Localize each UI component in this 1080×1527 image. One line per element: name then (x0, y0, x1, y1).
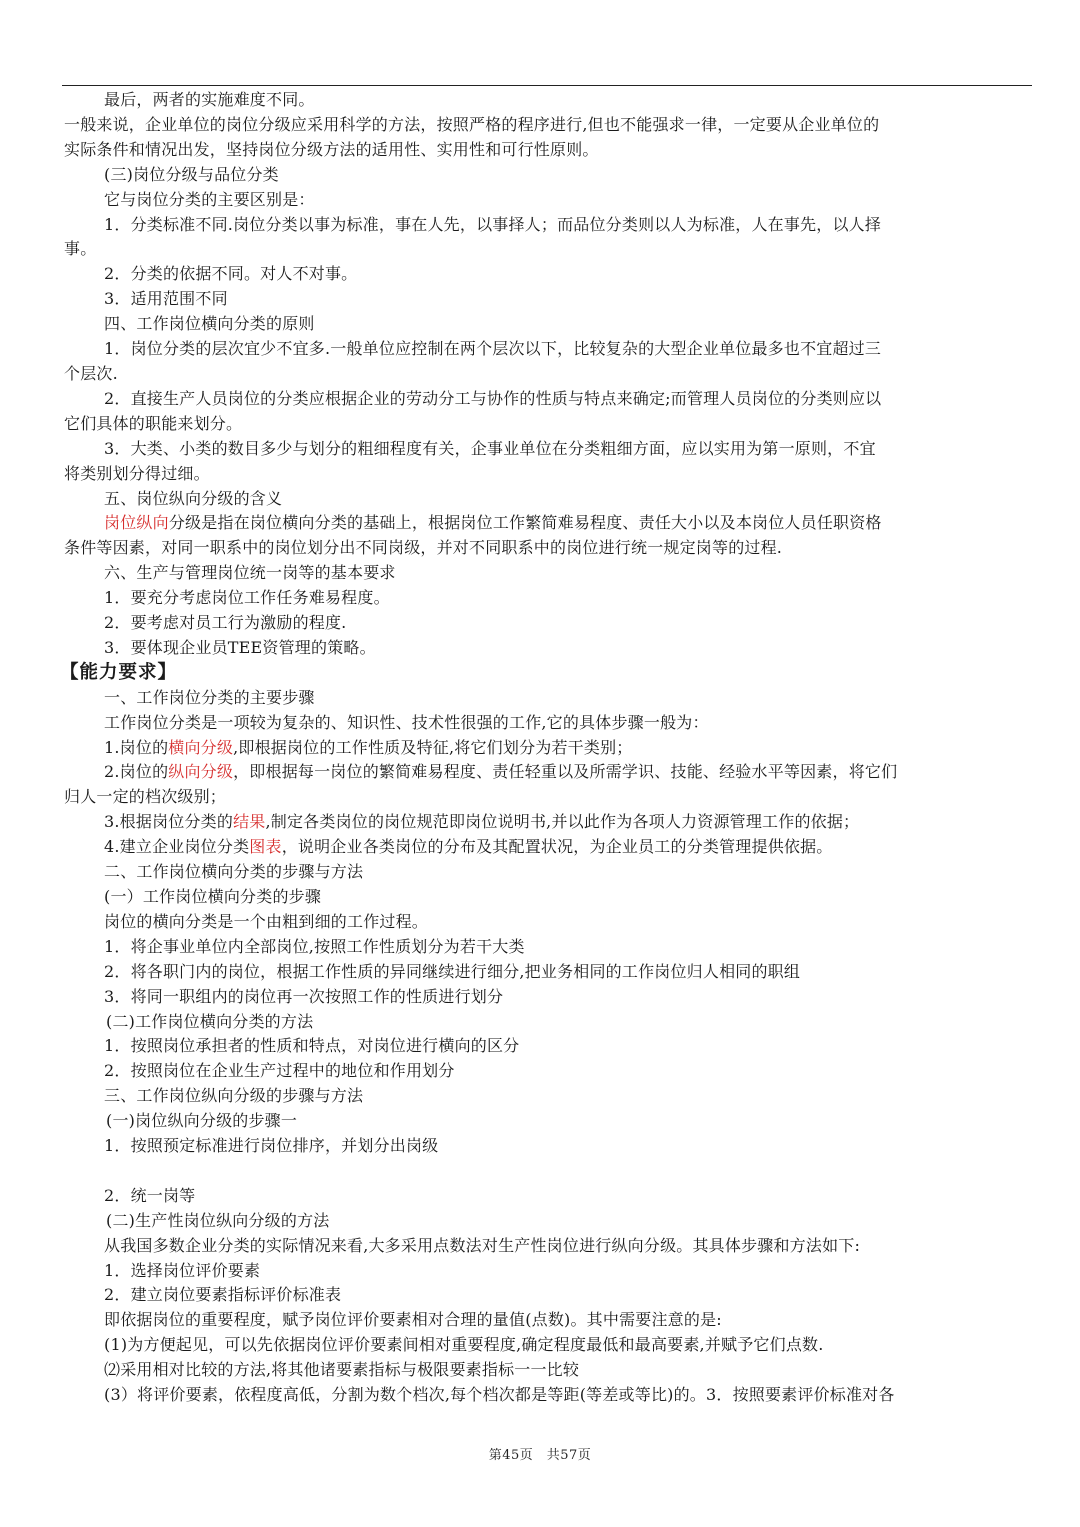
section-heading: 一、工作岗位分类的主要步骤 (104, 687, 315, 707)
text-line: 从我国多数企业分类的实际情况来看,大多采用点数法对生产性岗位进行纵向分级。其具体步骤和方法如下: (104, 1235, 861, 1255)
list-item: 3．将同一职组内的岗位再一次按照工作的性质进行划分 (104, 986, 504, 1006)
blank-line (64, 1159, 1030, 1184)
sub-heading: (二)工作岗位横向分类的方法 (106, 1011, 314, 1031)
list-item (64, 760, 1030, 785)
text-segment: 1.岗位的 (104, 737, 169, 757)
text-line: 条件等因素，对同一职系中的岗位划分出不同岗级，并对不同职系中的岗位进行统一规定岗等的过程. (64, 538, 783, 558)
list-item: 1．要充分考虑岗位工作任务难易程度。 (104, 588, 390, 608)
list-item: 1．按照岗位承担者的性质和特点，对岗位进行横向的区分 (104, 1036, 520, 1056)
text-line: 最后，两者的实施难度不同。 (104, 90, 315, 109)
section-heading: 六、生产与管理岗位统一岗等的基本要求 (104, 563, 396, 583)
list-item (64, 736, 1030, 761)
text-line (64, 511, 1030, 536)
sub-heading: (一)岗位纵向分级的步骤一 (106, 1111, 298, 1131)
text-line: 它们具体的职能来划分。 (64, 413, 243, 433)
section-heading: (三)岗位分级与品位分类 (104, 164, 279, 184)
section-heading: 三、工作岗位纵向分级的步骤与方法 (104, 1086, 364, 1106)
section-heading: 二、工作岗位横向分类的步骤与方法 (104, 862, 364, 882)
page-body (60, 88, 1030, 1408)
page-number: 第45页 共57页 (488, 1448, 592, 1463)
list-item: 1．将企事业单位内全部岗位,按照工作性质划分为若干大类 (104, 936, 525, 956)
highlight-text: 横向分级 (168, 737, 234, 757)
list-item: 2．要考虑对员工行为激励的程度. (104, 613, 347, 633)
list-item: 2．按照岗位在企业生产过程中的地位和作用划分 (104, 1061, 455, 1081)
list-item (64, 810, 1030, 835)
text-segment: ,即根据岗位的工作性质及特征,将它们划分为若干类别； (233, 737, 633, 757)
list-item: 1．岗位分类的层次宜少不宜多.一般单位应控制在两个层次以下，比较复杂的大型企业单位最多也不宜超过三 (104, 339, 882, 359)
section-heading: 五、岗位纵向分级的含义 (104, 488, 283, 508)
list-item: 2．建立岗位要素指标评价标准表 (104, 1285, 342, 1305)
list-item: (3）将评价要素，依程度高低，分割为数个档次,每个档次都是等距(等差或等比)的。3．按照要素评价标准对各 (104, 1385, 895, 1405)
highlight-text: 图表 (249, 837, 282, 857)
list-item: 2．将各职门内的岗位，根据工作性质的异同继续进行细分,把业务相同的工作岗位归人相同的职组 (104, 961, 801, 981)
text-line: 即依据岗位的重要程度，赋予岗位评价要素相对合理的量值(点数)。其中需要注意的是: (104, 1310, 722, 1330)
list-item: 1．分类标准不同.岗位分类以事为标准，事在人先，以事择人；而品位分类则以人为标准，人在事先，以人择 (104, 214, 882, 234)
text-segment: 2.岗位的 (104, 762, 169, 782)
text-segment: 4.建立企业岗位分类 (104, 837, 250, 857)
text-line: 事。 (64, 239, 97, 259)
list-item: 3．适用范围不同 (104, 289, 228, 309)
section-heading: 四、工作岗位横向分类的原则 (104, 314, 315, 334)
sub-heading: (一）工作岗位横向分类的步骤 (104, 887, 322, 906)
text-segment: 分级是指在岗位横向分类的基础上，根据岗位工作繁简难易程度、责任大小以及本岗位人员任职资格 (168, 513, 882, 533)
text-segment: ,制定各类岗位的岗位规范即岗位说明书,并以此作为各项人力资源管理工作的依据； (265, 812, 860, 832)
list-item (64, 835, 1030, 860)
text-line: 一般来说，企业单位的岗位分级应采用科学的方法，按照严格的程序进行,但也不能强求一律，一定要从企业单位的 (64, 114, 880, 134)
text-segment: ，即根据每一岗位的繁简难易程度、责任轻重以及所需学识、技能、经验水平等因素，将它们 (233, 762, 898, 782)
highlight-text: 纵向分级 (168, 762, 234, 782)
text-line: 归人一定的档次级别； (64, 787, 227, 807)
text-line: 岗位的横向分类是一个由粗到细的工作过程。 (104, 911, 429, 931)
list-item: 1．按照预定标准进行岗位排序，并划分出岗级 (104, 1136, 439, 1156)
text-line: 将类别划分得过细。 (64, 463, 210, 483)
text-segment: 3.根据岗位分类的 (104, 812, 234, 832)
list-item: ⑵采用相对比较的方法,将其他诸要素指标与极限要素指标一一比较 (104, 1360, 580, 1380)
highlight-text: 结果 (233, 812, 266, 832)
list-item: 2．分类的依据不同。对人不对事。 (104, 264, 358, 284)
list-item: 3．大类、小类的数目多少与划分的粗细程度有关，企事业单位在分类粗细方面，应以实用为第一原则，不宜 (104, 438, 876, 458)
list-item: 2．直接生产人员岗位的分类应根据企业的劳动分工与协作的性质与特点来确定;而管理人员岗位的分类则应以 (104, 388, 882, 408)
sub-heading: (二)生产性岗位纵向分级的方法 (106, 1210, 330, 1230)
header-rule (62, 85, 1032, 86)
list-item: (1)为方便起见，可以先依据岗位评价要素间相对重要程度,确定程度最低和最高要素,并赋予它们点数. (104, 1335, 824, 1355)
list-item: 2．统一岗等 (104, 1185, 196, 1205)
list-item: 3．要体现企业员TEE资管理的策略。 (104, 637, 376, 657)
text-line: 实际条件和情况出发，坚持岗位分级方法的适用性、实用性和可行性原则。 (64, 139, 599, 159)
highlight-text: 岗位纵向 (104, 513, 169, 533)
ability-heading: 【能力要求】 (60, 661, 178, 683)
text-line: 工作岗位分类是一项较为复杂的、知识性、技术性很强的工作,它的具体步骤一般为： (104, 712, 709, 732)
text-line: 个层次. (64, 363, 118, 383)
text-segment: ，说明企业各类岗位的分布及其配置状况，为企业员工的分类管理提供依据。 (281, 837, 833, 857)
text-line: 它与岗位分类的主要区别是： (104, 189, 315, 209)
list-item: 1．选择岗位评价要素 (104, 1260, 261, 1280)
